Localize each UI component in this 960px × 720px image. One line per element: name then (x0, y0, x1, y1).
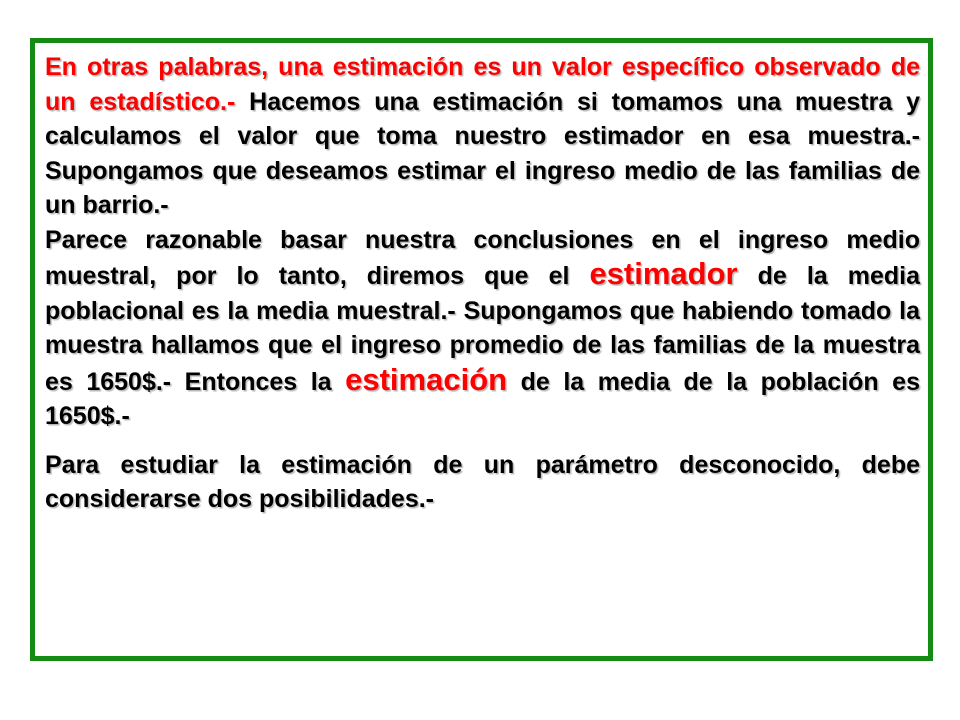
estimacion-highlight: estimación (345, 361, 508, 397)
sample-mean-text: de la media poblacional es la media muestral.- Supongamos que habiendo tomado la muestra hallamos que el ingreso promedio de las familias de la muestra es 1650$.- Entonces la (45, 262, 920, 396)
estimation-definition-highlight: En otras palabras, una estimación es un valor específico observado de un estadístico.- (45, 53, 920, 116)
paragraph-estimator-example (45, 223, 920, 434)
population-mean-text: de la media de la población es 1650$.- (45, 367, 920, 430)
estimator-intro-text: Parece razonable basar nuestra conclusiones en el ingreso medio muestral, por lo tanto, diremos que el (45, 225, 920, 290)
paragraph-parameter-study (45, 448, 920, 517)
estimador-highlight: estimador (589, 256, 738, 291)
slide-body-text (45, 50, 920, 517)
paragraph-estimation-definition (45, 50, 920, 223)
slide-frame (30, 38, 933, 661)
estimation-example-text: Hacemos una estimación si tomamos una muestra y calculamos el valor que toma nuestro estimador en esa muestra.- Supongamos que deseamos estimar el ingreso medio de las familias de un barrio.- (45, 87, 921, 219)
parameter-study-text: Para estudiar la estimación de un parámetro desconocido, debe considerarse dos posibilidades.- (45, 450, 920, 513)
